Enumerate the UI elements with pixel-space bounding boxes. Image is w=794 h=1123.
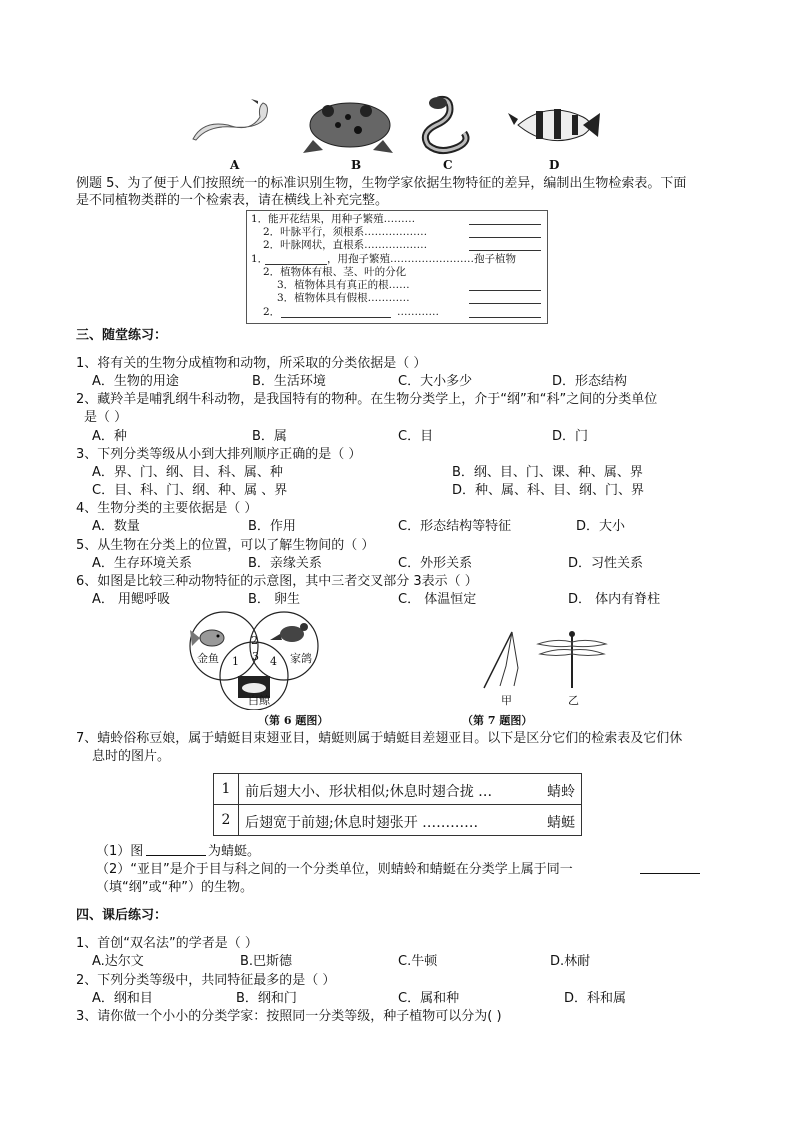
section4-title: 四、课后练习： [76,908,168,923]
key-cell [239,774,582,805]
q7-line2: 息时的图片。 [92,749,171,764]
table-row [214,774,582,805]
key-blank-3[interactable] [469,250,541,251]
s4-q1-option-a[interactable]: A.达尔文 [92,954,144,969]
s4-q1-stem: 1、首创“双名法”的学者是（ ） [76,936,258,951]
key-blank-6[interactable] [469,303,541,304]
q3-option-c[interactable]: C．目、科、门、纲、种、属 、界 [92,483,288,498]
example5-line2: 是不同植物类群的一个检索表，请在横线上补充完整。 [76,193,389,208]
q5-stem: 5、从生物在分类上的位置，可以了解生物间的（ ） [76,538,375,553]
q3-stem: 3、下列分类等级从小到大排列顺序正确的是（ ） [76,447,362,462]
q6-stem: 6、如图是比较三种动物特征的示意图，其中三者交叉部分 3表示（ ） [76,574,478,589]
s4-q2-option-b[interactable]: B．纲和门 [236,991,297,1006]
image-label-b: B [351,158,362,172]
venn-number-4: 4 [270,655,277,668]
image-label-c: C [443,158,453,172]
q7-sub1-suffix: 为蜻蜓。 [208,844,261,859]
key-row-6: 3．植物体具有真正的根…… [277,279,410,291]
key-cell [239,805,582,836]
animal-images [188,95,608,157]
q7-sub2-blank[interactable] [640,873,700,874]
q2-option-b[interactable]: B．属 [252,429,287,444]
q2-option-c[interactable]: C．目 [398,429,434,444]
key-blank-8[interactable] [469,317,541,318]
q3-option-b[interactable]: B．纲、目、门、课、种、属、界 [452,465,643,480]
s4-q3-stem: 3、请你做一个小小的分类学家：按照同一分类等级，种子植物可以分为( ) [76,1009,502,1024]
key-row-1: 1．能开花结果，用种子繁殖……… [251,213,416,225]
q6-option-a[interactable]: A． 用鳃呼吸 [92,592,171,607]
q5-option-d[interactable]: D．习性关系 [568,556,644,571]
key-number: 1 [214,774,239,805]
venn-label-pigeon: 家鸽 [290,652,312,665]
key-text: 前后翅大小、形状相似;休息时翅合拢 … [245,784,493,800]
venn-number-2: 2 [251,634,258,647]
s4-q1-option-c[interactable]: C.牛顿 [398,954,438,969]
s4-q1-option-d[interactable]: D.林耐 [550,954,591,969]
q6-option-c[interactable]: C． 体温恒定 [398,592,477,607]
venn-number-3: 3 [252,650,259,663]
q2-option-d[interactable]: D．门 [552,429,589,444]
venn-label-goldfish: 金鱼 [197,652,219,665]
plant-key-table [246,210,548,324]
q4-option-b[interactable]: B．作用 [248,519,296,534]
key-row-8: 2． [263,306,281,318]
q2-stem2: 是（ ） [84,410,128,425]
q7-sub1-prefix: （1）图 [96,844,144,859]
q7-line1: 7、蜻蛉俗称豆娘，属于蜻蜓目束翅亚目，蜻蜓则属于蜻蜓目差翅亚目。以下是区分它们的检索表及它们休 [76,731,683,746]
s4-q2-stem: 2、下列分类等级中，共同特征最多的是（ ） [76,973,336,988]
key-row-2: 2．叶脉平行，须根系……………… [263,226,428,238]
q5-option-b[interactable]: B．亲缘关系 [248,556,322,571]
q4-option-a[interactable]: A．数量 [92,519,140,534]
key-row-4b: ，用孢子繁殖……………………孢子植物 [327,253,516,265]
key-result: 蜻蛉 [547,784,575,800]
insect-label-jia: 甲 [501,694,512,707]
fish-icon [508,109,600,141]
q1-option-c[interactable]: C．大小多少 [398,374,473,389]
q3-option-d[interactable]: D．种、属、科、目、纲、门、界 [452,483,645,498]
image-label-d: D [549,158,560,172]
q7-sub2-line1: （2）“亚目”是介于目与科之间的一个分类单位，则蜻蛉和蜻蜓在分类学上属于同一 [96,862,573,877]
key-blank-1[interactable] [469,224,541,225]
goldfish-icon [190,630,224,646]
q3-option-a[interactable]: A．界、门、纲、目、科、属、种 [92,465,283,480]
q4-option-d[interactable]: D．大小 [576,519,626,534]
key-row-8b: ………… [397,306,439,318]
venn-number-1: 1 [232,655,239,668]
q5-option-a[interactable]: A．生存环境关系 [92,556,192,571]
example5-line1: 例题 5、为了便于人们按照统一的标准识别生物，生物学家依据生物特征的差异，编制出生物检索表。下面 [76,176,687,191]
q5-option-c[interactable]: C．外形关系 [398,556,473,571]
key-row-7: 3．植物体具有假根………… [277,292,410,304]
key-blank-7[interactable] [281,317,391,318]
q7-sub2-line2: （填“纲”或“种”）的生物。 [96,880,253,895]
key-row-5: 2．植物体有根、茎、叶的分化 [263,266,407,278]
q7-sub1-blank[interactable] [146,855,206,856]
s4-q2-option-d[interactable]: D．科和属 [564,991,627,1006]
s4-q1-option-b[interactable]: B.巴斯德 [240,954,293,969]
key-row-4: 1． [251,253,269,265]
q1-option-d[interactable]: D．形态结构 [552,374,628,389]
key-text: 后翅宽于前翅;休息时翅张开 ………… [245,815,479,831]
q2-stem: 2、藏羚羊是哺乳纲牛科动物，是我国特有的物种。在生物分类学上，介于“纲”和“科”之间的分类单位 [76,392,658,407]
s4-q2-option-c[interactable]: C．属和种 [398,991,460,1006]
key-blank-4[interactable] [265,264,327,265]
caption-q6: （第 6 题图） [258,714,329,727]
damselfly-icon [484,632,518,688]
q6-option-d[interactable]: D． 体内有脊柱 [568,592,661,607]
s4-q2-option-a[interactable]: A．纲和目 [92,991,153,1006]
q4-option-c[interactable]: C．形态结构等特征 [398,519,512,534]
key-blank-5[interactable] [469,290,541,291]
image-label-a: A [230,158,240,172]
frog-icon [303,103,393,153]
key-number: 2 [214,805,239,836]
section3-title: 三、随堂练习： [76,328,168,343]
insect-key-table [213,773,582,836]
q4-stem: 4、生物分类的主要依据是（ ） [76,501,258,516]
key-blank-2[interactable] [469,237,541,238]
q1-option-b[interactable]: B．生活环境 [252,374,326,389]
snake-icon [425,97,466,151]
venn-label-beluga: 白鲸 [248,694,270,707]
table-row [214,805,582,836]
swan-icon [193,99,267,140]
q1-stem: 1、将有关的生物分成植物和动物，所采取的分类依据是（ ） [76,356,427,371]
key-row-3: 2．叶脉网状，直根系……………… [263,239,428,251]
insect-label-yi: 乙 [568,694,579,707]
insect-images [476,626,616,692]
q6-option-b[interactable]: B． 卵生 [248,592,301,607]
q1-option-a[interactable]: A．生物的用途 [92,374,179,389]
dragonfly-icon [538,631,606,688]
pigeon-icon [270,623,308,642]
q2-option-a[interactable]: A．种 [92,429,127,444]
key-result: 蜻蜓 [547,815,575,831]
caption-q7: （第 7 题图） [462,714,533,727]
